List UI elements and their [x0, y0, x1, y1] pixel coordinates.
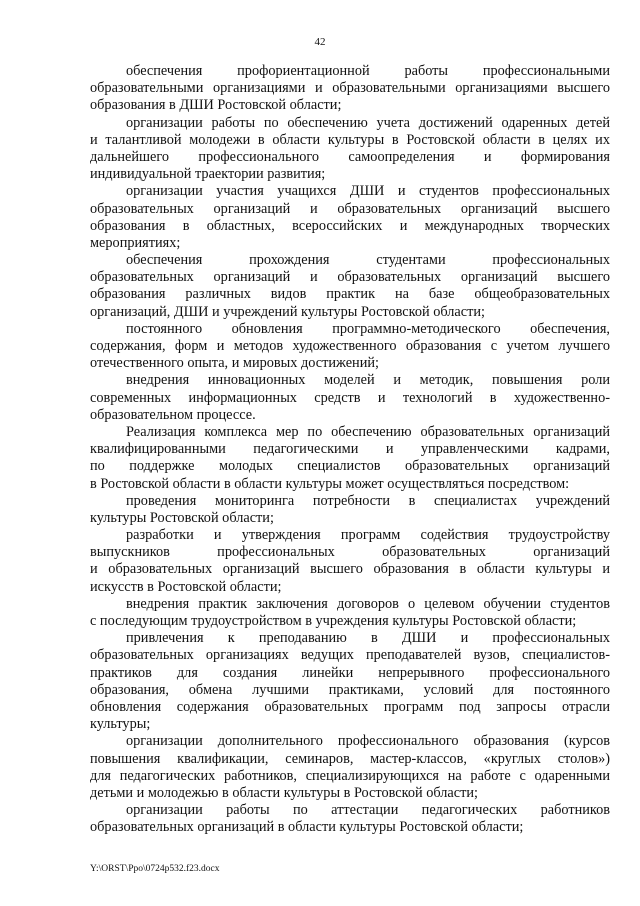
- text-line: образовательном процессе.: [90, 406, 256, 423]
- text-line: отечественного опыта, и мировых достижений;: [90, 355, 379, 372]
- text-line: организации работы по обеспечению учета достижений одаренных детей: [126, 114, 610, 131]
- text-line: выпускников профессиональных образовательных организаций: [90, 544, 610, 561]
- text-line: и образовательных организаций высшего образования в области культуры и: [90, 561, 610, 578]
- text-line: содержания, форм и методов художественного образования с учетом лучшего: [90, 338, 610, 354]
- text-line: детьми и молодежью в области культуры в Ростовской области;: [90, 784, 478, 801]
- text-line: обеспечения прохождения студентами профессиональных: [126, 252, 610, 269]
- text-line: организации участия учащихся ДШИ и студентов профессиональных: [126, 183, 610, 200]
- text-line: обеспечения профориентационной работы профессиональными: [126, 63, 610, 79]
- text-line: проведения мониторинга потребности в специалистах учреждений: [126, 492, 610, 509]
- text-line: образовательных организаций и образовательных организаций высшего: [90, 200, 610, 217]
- text-line: привлечения к преподаванию в ДШИ и профессиональных: [126, 630, 610, 647]
- text-line: организации работы по аттестации педагогических работников: [126, 802, 610, 819]
- page-number: 42: [314, 36, 326, 48]
- text-line: образования различных видов практик на базе общеобразовательных: [90, 286, 610, 303]
- text-line: по поддержке молодых специалистов образовательных организаций: [90, 458, 610, 475]
- text-line: культуры Ростовской области;: [90, 509, 274, 526]
- text-line: организации дополнительного профессионального образования (курсов: [126, 733, 610, 750]
- text-line: индивидуальной траектории развития;: [90, 166, 326, 183]
- text-line: повышения квалификации, семинаров, мастер-классов, «круглых столов»): [90, 750, 610, 767]
- footer-file-path: Y:\ORST\Ppo\0724p532.f23.docx: [90, 864, 220, 874]
- text-line: Реализация комплекса мер по обеспечению образовательных организаций: [126, 423, 610, 440]
- text-line: организаций, ДШИ и учреждений культуры Ростовской области;: [90, 303, 485, 320]
- text-line: образовательных организаций в области культуры Ростовской области;: [90, 819, 524, 836]
- text-line: с последующим трудоустройством в учреждения культуры Ростовской области;: [90, 613, 577, 629]
- text-line: в Ростовской области в области культуры может осуществляться посредством:: [90, 475, 570, 492]
- text-line: дальнейшего профессионального самоопределения и формирования: [90, 148, 610, 165]
- text-line: образования в областных, всероссийских и международных творческих: [90, 217, 610, 234]
- text-line: внедрения практик заключения договоров о целевом обучении студентов: [126, 595, 610, 612]
- text-line: образовательных организаций и образовательных организаций высшего: [90, 269, 610, 286]
- text-line: образовательными организациями и образовательными организациями высшего: [90, 80, 610, 97]
- text-line: образовательных организациях ведущих преподавателей вузов, специалистов-: [90, 647, 610, 664]
- document-body: [90, 63, 610, 836]
- text-line: для педагогических работников, специализирующихся на работе с одаренными: [90, 767, 610, 784]
- text-line: культуры;: [90, 716, 151, 733]
- text-line: квалифицированными педагогическими и управленческими кадрами,: [90, 441, 610, 458]
- text-line: постоянного обновления программно-методического обеспечения,: [126, 320, 610, 337]
- text-line: и талантливой молодежи в области культуры в Ростовской области в целях их: [90, 131, 610, 148]
- text-line: разработки и утверждения программ содействия трудоустройству: [126, 527, 610, 544]
- text-line: искусств в Ростовской области;: [90, 578, 282, 595]
- text-line: обновления содержания образовательных программ под запросы отрасли: [90, 698, 610, 715]
- text-line: современных информационных средств и технологий в художественно-: [90, 389, 610, 406]
- text-line: образования в ДШИ Ростовской области;: [90, 97, 342, 114]
- text-line: мероприятиях;: [90, 234, 181, 251]
- text-line: внедрения инновационных моделей и методик, повышения роли: [126, 372, 610, 389]
- text-line: образования, обмена лучшими практиками, условий для постоянного: [90, 681, 610, 698]
- text-line: практиков для создания линейки непрерывного профессионального: [90, 664, 610, 681]
